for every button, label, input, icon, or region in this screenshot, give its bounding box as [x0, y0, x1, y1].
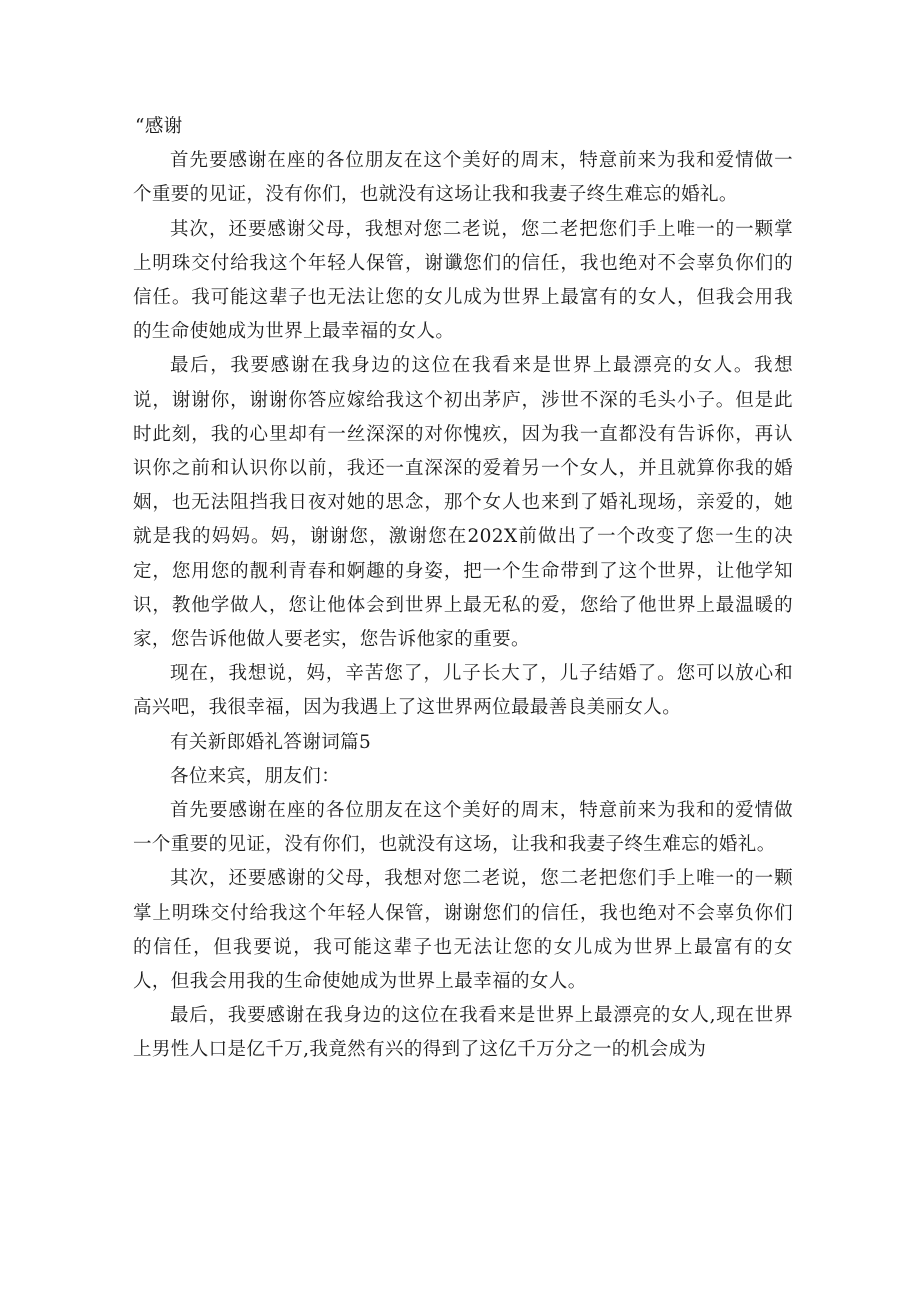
document-body [133, 110, 793, 1068]
paragraph-thanks-wife-2: 最后，我要感谢在我身边的这位在我看来是世界上最漂亮的女人,现在世界上男性人口是亿千万,我竟然有兴的得到了这亿千万分之一的机会成为 [133, 1005, 793, 1061]
paragraph-thanks-friends-2: 首先要感谢在座的各位朋友在这个美好的周末，特意前来为我和的爱情做一个重要的见证，没有你们，也就没有这场，让我和我妻子终生难忘的婚礼。 [133, 800, 793, 856]
paragraph-thanks-wife-and-mother: 最后，我要感谢在我身边的这位在我看来是世界上最漂亮的女人。我想说，谢谢你，谢谢你答应嫁给我这个初出茅庐，涉世不深的毛头小子。但是此时此刻，我的心里却有一丝深深的对你愧疚，因为我一直都没有告诉你，再认识你之前和认识你以前，我还一直深深的爱着另一个女人，并且就算你我的婚姻，也无法阻挡我日夜对她的思念，那个女人也来到了婚礼现场，亲爱的，她就是我的妈妈。妈，谢谢您，激谢您在202X前做出了一个改变了您一生的决定，您用您的靓利青春和婀趣的身姿，把一个生命带到了这个世界，让他学知识，教他学做人，您让他体会到世界上最无私的爱，您给了他世界上最温暖的家，您告诉他做人要老实，您告诉他家的重要。 [133, 355, 793, 651]
paragraph-opening-fragment: “感谢 [135, 116, 183, 137]
section-heading: 有关新郎婚礼答谢词篇5 [170, 731, 372, 753]
paragraph-thanks-friends: 首先要感谢在座的各位朋友在这个美好的周末，特意前来为我和爱情做一个重要的见证，没有你们，也就没有这场让我和我妻子终生难忘的婚礼。 [133, 150, 793, 206]
paragraph-closing: 现在，我想说，妈，辛苦您了，儿子长大了，儿子结婚了。您可以放心和高兴吧，我很幸福，因为我遇上了这世界两位最最善良美丽女人。 [133, 663, 793, 719]
paragraph-thanks-parents: 其次，还要感谢父母，我想对您二老说，您二老把您们手上唯一的一颗掌上明珠交付给我这个年轻人保管，谢谶您们的信任，我也绝对不会辜负你们的信任。我可能这辈子也无法让您的女儿成为世界上最富有的女人，但我会用我的生命使她成为世界上最幸福的女人。 [133, 218, 793, 343]
paragraph-salutation: 各位来宾，朋友们： [170, 765, 341, 787]
paragraph-thanks-parents-2: 其次，还要感谢的父母，我想对您二老说，您二老把您们手上唯一的一颗掌上明珠交付给我这个年轻人保管，谢谢您们的信任，我也绝对不会辜负你们的信任，但我要说，我可能这辈子也无法让您的女儿成为世界上最富有的女人，但我会用我的生命使她成为世界上最幸福的女人。 [133, 868, 793, 993]
